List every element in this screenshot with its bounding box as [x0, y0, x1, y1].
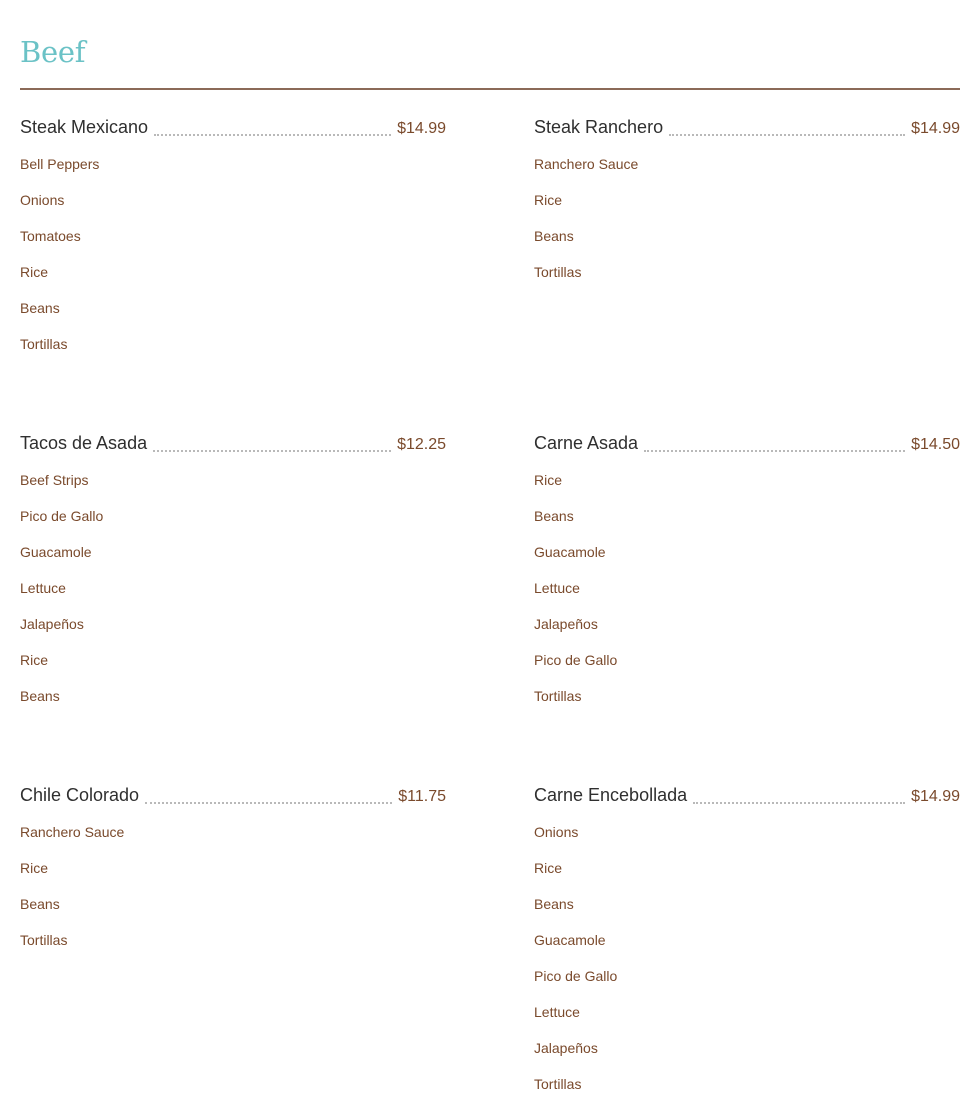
ingredient: Beans — [20, 688, 60, 704]
menu-item-price: $14.99 — [911, 120, 960, 137]
menu-item-header — [20, 112, 446, 140]
menu-item-name: Chile Colorado — [20, 785, 140, 805]
ingredient: Pico de Gallo — [534, 652, 618, 668]
ingredient: Beans — [534, 896, 574, 912]
menu-item-name: Tacos de Asada — [20, 433, 148, 453]
ingredient: Onions — [20, 192, 65, 208]
ingredient: Beans — [534, 508, 574, 524]
ingredient: Ranchero Sauce — [534, 156, 639, 172]
dot-leader — [693, 802, 905, 804]
dot-leader — [153, 450, 391, 452]
ingredient: Tomatoes — [20, 228, 81, 244]
ingredient: Rice — [534, 472, 563, 488]
menu-item-price: $11.75 — [398, 788, 446, 805]
ingredient: Beans — [534, 228, 574, 244]
menu-item-price: $14.99 — [397, 120, 446, 137]
ingredient: Pico de Gallo — [20, 508, 104, 524]
dot-leader — [145, 802, 392, 804]
ingredient: Tortillas — [534, 688, 582, 704]
menu-item-name: Steak Ranchero — [534, 117, 664, 137]
menu-item-name: Steak Mexicano — [20, 117, 149, 137]
menu-item-header — [20, 428, 446, 456]
section-divider — [20, 88, 960, 90]
ingredient: Beans — [20, 300, 60, 316]
menu-item-carne-encebollada — [534, 780, 960, 1110]
ingredient: Beans — [20, 896, 60, 912]
ingredient: Jalapeños — [20, 616, 84, 632]
menu-item-name: Carne Encebollada — [534, 785, 688, 805]
menu-item-tacos-de-asada — [20, 428, 446, 722]
dot-leader — [669, 134, 905, 136]
ingredient: Rice — [534, 860, 563, 876]
ingredient: Rice — [20, 652, 49, 668]
section-title: Beef — [20, 35, 86, 69]
ingredient: Lettuce — [534, 1004, 580, 1020]
ingredient-list — [534, 822, 960, 1110]
ingredient-list — [20, 822, 446, 966]
ingredient: Guacamole — [20, 544, 92, 560]
ingredient-list — [534, 470, 960, 722]
ingredient: Rice — [20, 860, 49, 876]
ingredient: Tortillas — [20, 336, 68, 352]
ingredient: Rice — [20, 264, 49, 280]
ingredient-list — [534, 154, 960, 298]
menu-item-carne-asada — [534, 428, 960, 722]
menu-item-header — [20, 780, 446, 808]
ingredient: Jalapeños — [534, 616, 598, 632]
ingredient: Lettuce — [20, 580, 66, 596]
menu-item-price: $14.50 — [911, 436, 960, 453]
ingredient-list — [20, 154, 446, 370]
menu-item-name: Carne Asada — [534, 433, 639, 453]
menu-item-steak-ranchero — [534, 112, 960, 298]
ingredient: Ranchero Sauce — [20, 824, 125, 840]
menu-item-steak-mexicano — [20, 112, 446, 370]
dot-leader — [154, 134, 391, 136]
menu-item-header — [534, 428, 960, 456]
ingredient-list — [20, 470, 446, 722]
ingredient: Jalapeños — [534, 1040, 598, 1056]
menu-item-header — [534, 780, 960, 808]
ingredient: Tortillas — [20, 932, 68, 948]
ingredient: Onions — [534, 824, 579, 840]
menu-item-chile-colorado — [20, 780, 446, 966]
ingredient: Pico de Gallo — [534, 968, 618, 984]
ingredient: Beef Strips — [20, 472, 89, 488]
ingredient: Tortillas — [534, 1076, 582, 1092]
menu-item-price: $14.99 — [911, 788, 960, 805]
ingredient: Bell Peppers — [20, 156, 100, 172]
dot-leader — [644, 450, 905, 452]
ingredient: Rice — [534, 192, 563, 208]
ingredient: Tortillas — [534, 264, 582, 280]
menu-item-header — [534, 112, 960, 140]
ingredient: Guacamole — [534, 932, 606, 948]
menu-item-price: $12.25 — [397, 436, 446, 453]
ingredient: Lettuce — [534, 580, 580, 596]
ingredient: Guacamole — [534, 544, 606, 560]
